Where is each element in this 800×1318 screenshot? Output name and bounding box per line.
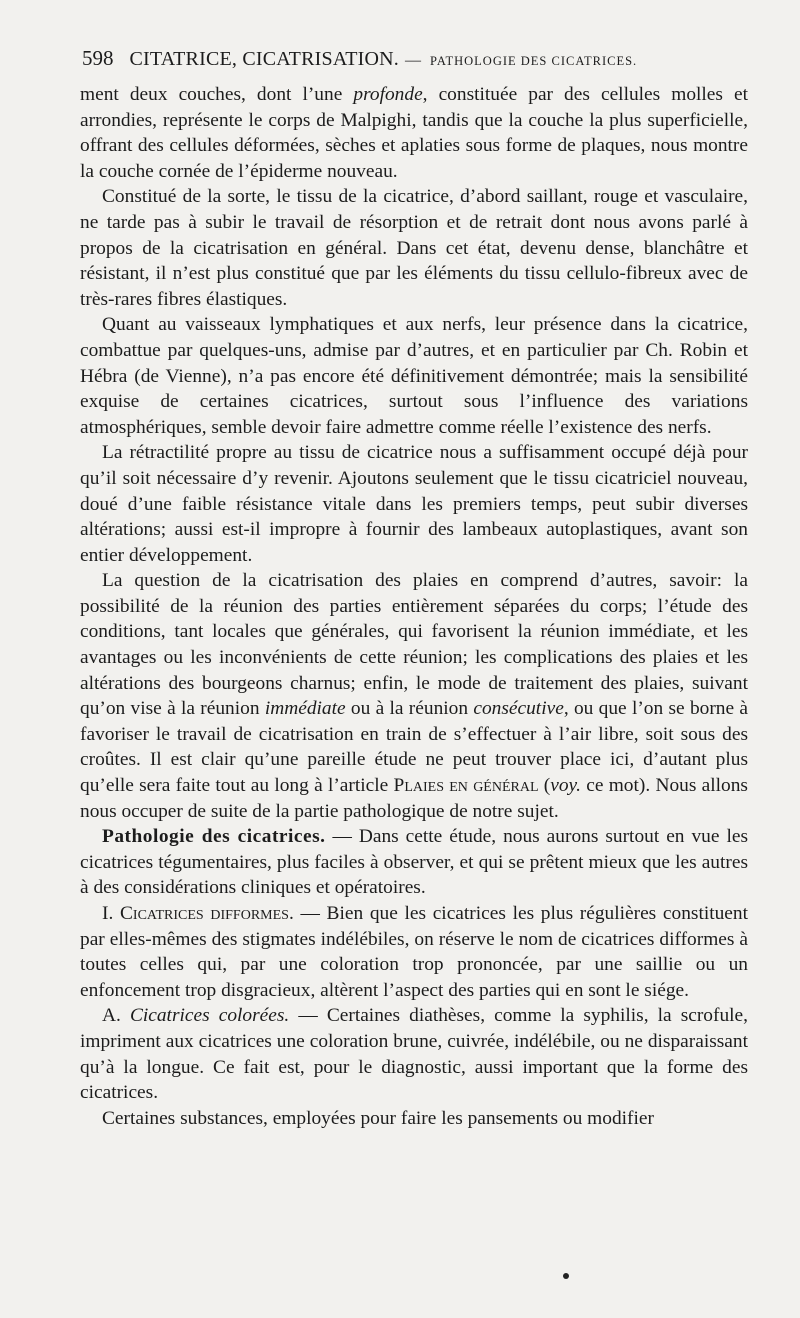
section-heading-pathologie: Pathologie des cicatrices. [102, 826, 326, 848]
running-header [80, 46, 748, 82]
paragraph-5 [80, 568, 748, 824]
p5-text-a: La question de la cicatrisation des plaies en comprend d’autres, savoir: la possibilité de la réunion des parties entièrement séparées du corps; l’étude des conditions, tant locales que générales, qui favorisent la réunion immédiate, et les avantages ou les inconvénients de cette réunion; les complications des plaies et les altérations des bourgeons charnus; enfin, le mode de traitement des plaies, suivant qu’on vise à la réunion [80, 570, 748, 720]
section-title: PATHOLOGIE DES CICATRICES. [430, 54, 638, 68]
p1-text-a: ment deux couches, dont l’une [80, 84, 354, 105]
p1-italic: profonde [353, 84, 423, 105]
p5-italic-1: immédiate [264, 698, 346, 720]
p5-italic-2: consécutive [473, 698, 564, 720]
paragraph-7 [80, 901, 748, 1003]
paragraph-8 [80, 1003, 748, 1105]
body-text [80, 82, 748, 1131]
p8-letter: A. [102, 1005, 130, 1027]
header-dash: — [405, 52, 423, 69]
paragraph-6 [80, 824, 748, 901]
page [80, 46, 748, 1131]
running-section [405, 52, 637, 70]
paragraph-2: Constitué de la sorte, le tissu de la cicatrice, d’abord saillant, rouge et vasculaire, ne tarde pas à subir le travail de résorption et de retrait dont nous avons parlé à propos de la cicatrisation en général. Dans cet état, devenu dense, blanchâtre et résistant, il n’est plus constitué que par les éléments du tissu cellulo-fibreux avec de très-rares fibres élastiques. [80, 186, 748, 310]
p6-text: — Dans cette étude, nous aurons surtout en vue les cicatrices tégumentaires, plus faciles à observer, et qui se prêtent mieux que les autres à des considérations cliniques et opératoires. [80, 826, 748, 899]
subsection-heading-colorees: Cicatrices colorées. [129, 1005, 290, 1027]
ink-speck [563, 1273, 569, 1279]
subsection-heading-difformes: I. Cicatrices difformes. [102, 903, 294, 924]
p5-text-b: ou à la réunion [345, 698, 474, 720]
p7-text: — Bien que les cicatrices les plus régulières constituent par elles-mêmes des stigmates indélébiles, on réserve le nom de cicatrices difformes à toutes celles qui, par une coloration trop prononcée, par une saillie ou un enfoncement trop disgracieux, altèrent l’aspect des parties qui en sont le siége. [80, 903, 748, 1001]
p5-small-caps: Plaies en général [393, 775, 539, 797]
paragraph-3: Quant au vaisseaux lymphatiques et aux nerfs, leur présence dans la cicatrice, combattue par quelques-uns, admise par d’autres, et en particulier par Ch. Robin et Hébra (de Vienne), n’a pas encore été définitivement démontrée; mais la sensibilité exquise de certaines cicatrices, surtout sous l’influence des variations atmosphériques, semble devoir faire admettre comme réelle l’existence des nerfs. [80, 314, 748, 438]
p1-text-b: , constituée par des cellules molles et arrondies, représente le corps de Malpighi, tandis que la couche la plus superficielle, offrant des cellules déformées, sèches et aplaties sous forme de plaques, nous montre la couche cornée de l’épiderme nouveau. [80, 84, 749, 182]
running-title: CITATRICE, CICATRISATION. [129, 48, 400, 70]
p5-text-d: ( [538, 775, 551, 797]
page-number: 598 [82, 46, 114, 70]
paragraph-1 [80, 82, 748, 184]
paragraph-4: La rétractilité propre au tissu de cicatrice nous a suffisamment occupé déjà pour qu’il soit nécessaire d’y revenir. Ajoutons seulement que le tissu cicatriciel nouveau, doué d’une faible résistance vitale dans les premiers temps, peut subir diverses altérations; aussi est-il impropre à fournir des lambeaux autoplastiques, avant son entier développement. [80, 442, 748, 566]
p5-text-e: ce mot). Nous allons nous occuper de suite de la partie pathologique de notre sujet. [80, 775, 748, 822]
p8-text: — Certaines diathèses, comme la syphilis, la scrofule, impriment aux cicatrices une coloration brune, cuivrée, indélébile, ou ne disparaissant qu’à la longue. Ce fait est, pour le diagnostic, aussi important que la forme des cicatrices. [80, 1005, 748, 1104]
p5-text-c: , ou que l’on se borne à favoriser le travail de cicatrisation en train de s’effectuer à l’air libre, soit sous des croûtes. Il est clair qu’une pareille étude ne peut trouver place ici, d’autant plus qu’elle sera faite tout au long à l’article [80, 698, 749, 797]
paragraph-9: Certaines substances, employées pour faire les pansements ou modifier [102, 1107, 654, 1129]
p5-italic-3: voy. [550, 775, 581, 797]
